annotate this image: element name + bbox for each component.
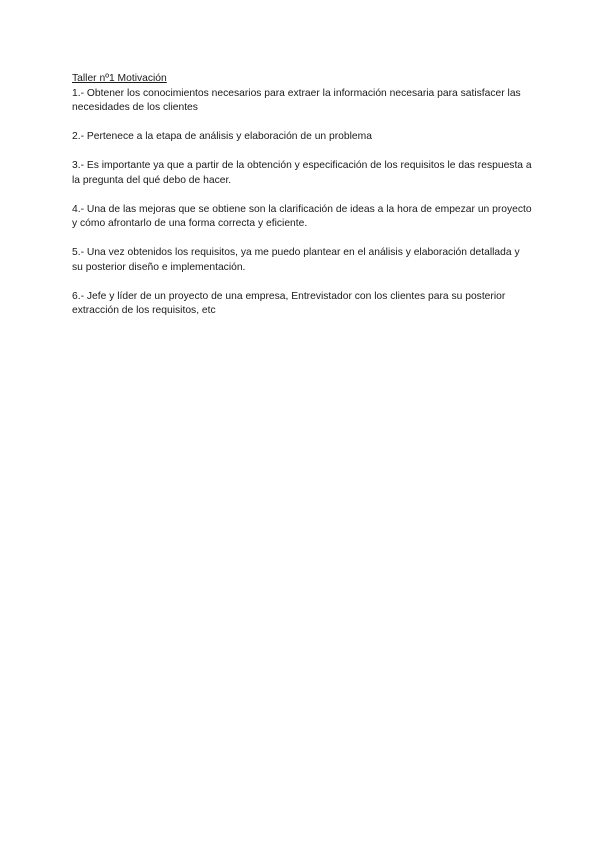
answer-5: 5.- Una vez obtenidos los requisitos, ya me puedo plantear en el análisis y elaboración detallada y su posterior diseño e implementación. [72,247,520,273]
document-title: Taller nº1 Motivación [72,73,167,84]
answer-6: 6.- Jefe y líder de un proyecto de una empresa, Entrevistador con los clientes para su posterior extracción de los requisitos, etc [72,290,506,316]
answer-4: 4.- Una de las mejoras que se obtiene son la clarificación de ideas a la hora de empezar un proyecto y cómo afrontarlo de una forma correcta y eficiente. [72,203,532,229]
answer-1: 1.- Obtener los conocimientos necesarios para extraer la información necesaria para satisfacer las necesidades de los clientes [72,87,521,113]
document-body [72,72,532,333]
answer-3: 3.- Es importante ya que a partir de la obtención y especificación de los requisitos le das respuesta a la pregunta del qué debo de hacer. [72,160,532,186]
answer-2: 2.- Pertenece a la etapa de análisis y elaboración de un problema [72,131,372,142]
